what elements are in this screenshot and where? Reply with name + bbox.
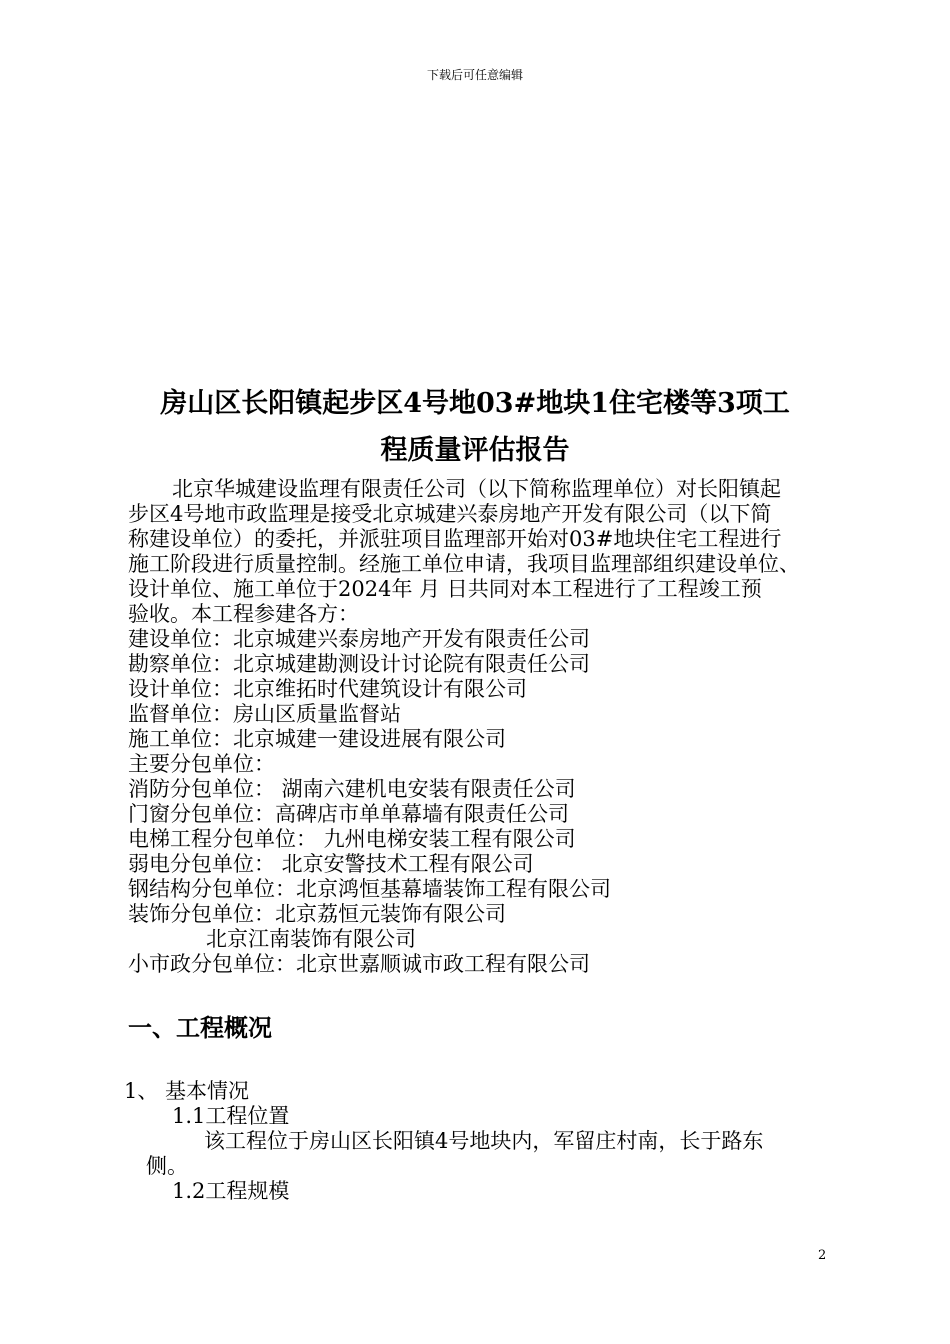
- party-line: 设计单位：北京维拓时代建筑设计有限公司: [128, 677, 527, 701]
- party-line: 钢结构分包单位：北京鸿恒基幕墙装饰工程有限公司: [128, 877, 611, 901]
- location-text: 侧。: [146, 1154, 188, 1178]
- party-line: 施工单位：北京城建一建设进展有限公司: [128, 727, 506, 751]
- intro-line: 称建设单位）的委托，并派驻项目监理部开始对03#地块住宅工程进行: [128, 527, 782, 551]
- party-line: 消防分包单位： 湖南六建机电安装有限责任公司: [128, 777, 576, 801]
- party-line: 弱电分包单位： 北京安警技术工程有限公司: [128, 852, 534, 876]
- report-title-line1: 房山区长阳镇起步区4号地03#地块1住宅楼等3项工: [160, 388, 790, 419]
- party-line: 北京江南装饰有限公司: [206, 927, 416, 951]
- page-number: 2: [818, 1248, 827, 1263]
- party-line: 勘察单位：北京城建勘测设计讨论院有限责任公司: [128, 652, 590, 676]
- subheading-scale: 1.2工程规模: [172, 1179, 290, 1203]
- intro-line: 北京华城建设监理有限责任公司（以下简称监理单位）对长阳镇起: [172, 477, 781, 501]
- party-line: 小市政分包单位：北京世嘉顺诚市政工程有限公司: [128, 952, 590, 976]
- party-line: 建设单位：北京城建兴泰房地产开发有限责任公司: [128, 627, 590, 651]
- party-line: 装饰分包单位：北京荔恒元装饰有限公司: [128, 902, 506, 926]
- intro-line: 步区4号地市政监理是接受北京城建兴泰房地产开发有限公司（以下简: [128, 502, 772, 526]
- section-heading-overview: 一、工程概况: [128, 1013, 272, 1042]
- report-title-line2: 程质量评估报告: [380, 435, 570, 466]
- party-line: 电梯工程分包单位： 九州电梯安装工程有限公司: [128, 827, 576, 851]
- location-text: 该工程位于房山区长阳镇4号地块内，军留庄村南，长于路东: [204, 1129, 764, 1153]
- subheading-basic: 1、 基本情况: [124, 1079, 250, 1103]
- intro-line: 设计单位、施工单位于2024年 月 日共同对本工程进行了工程竣工预: [128, 577, 762, 601]
- party-line: 主要分包单位：: [128, 752, 275, 776]
- party-line: 门窗分包单位：高碑店市单单幕墙有限责任公司: [128, 802, 569, 826]
- party-line: 监督单位：房山区质量监督站: [128, 702, 401, 726]
- intro-line: 施工阶段进行质量控制。经施工单位申请，我项目监理部组织建设单位、: [128, 552, 800, 576]
- intro-line: 验收。本工程参建各方：: [128, 602, 359, 626]
- page-header: 下载后可任意编辑: [426, 68, 523, 82]
- subheading-location: 1.1工程位置: [172, 1104, 290, 1128]
